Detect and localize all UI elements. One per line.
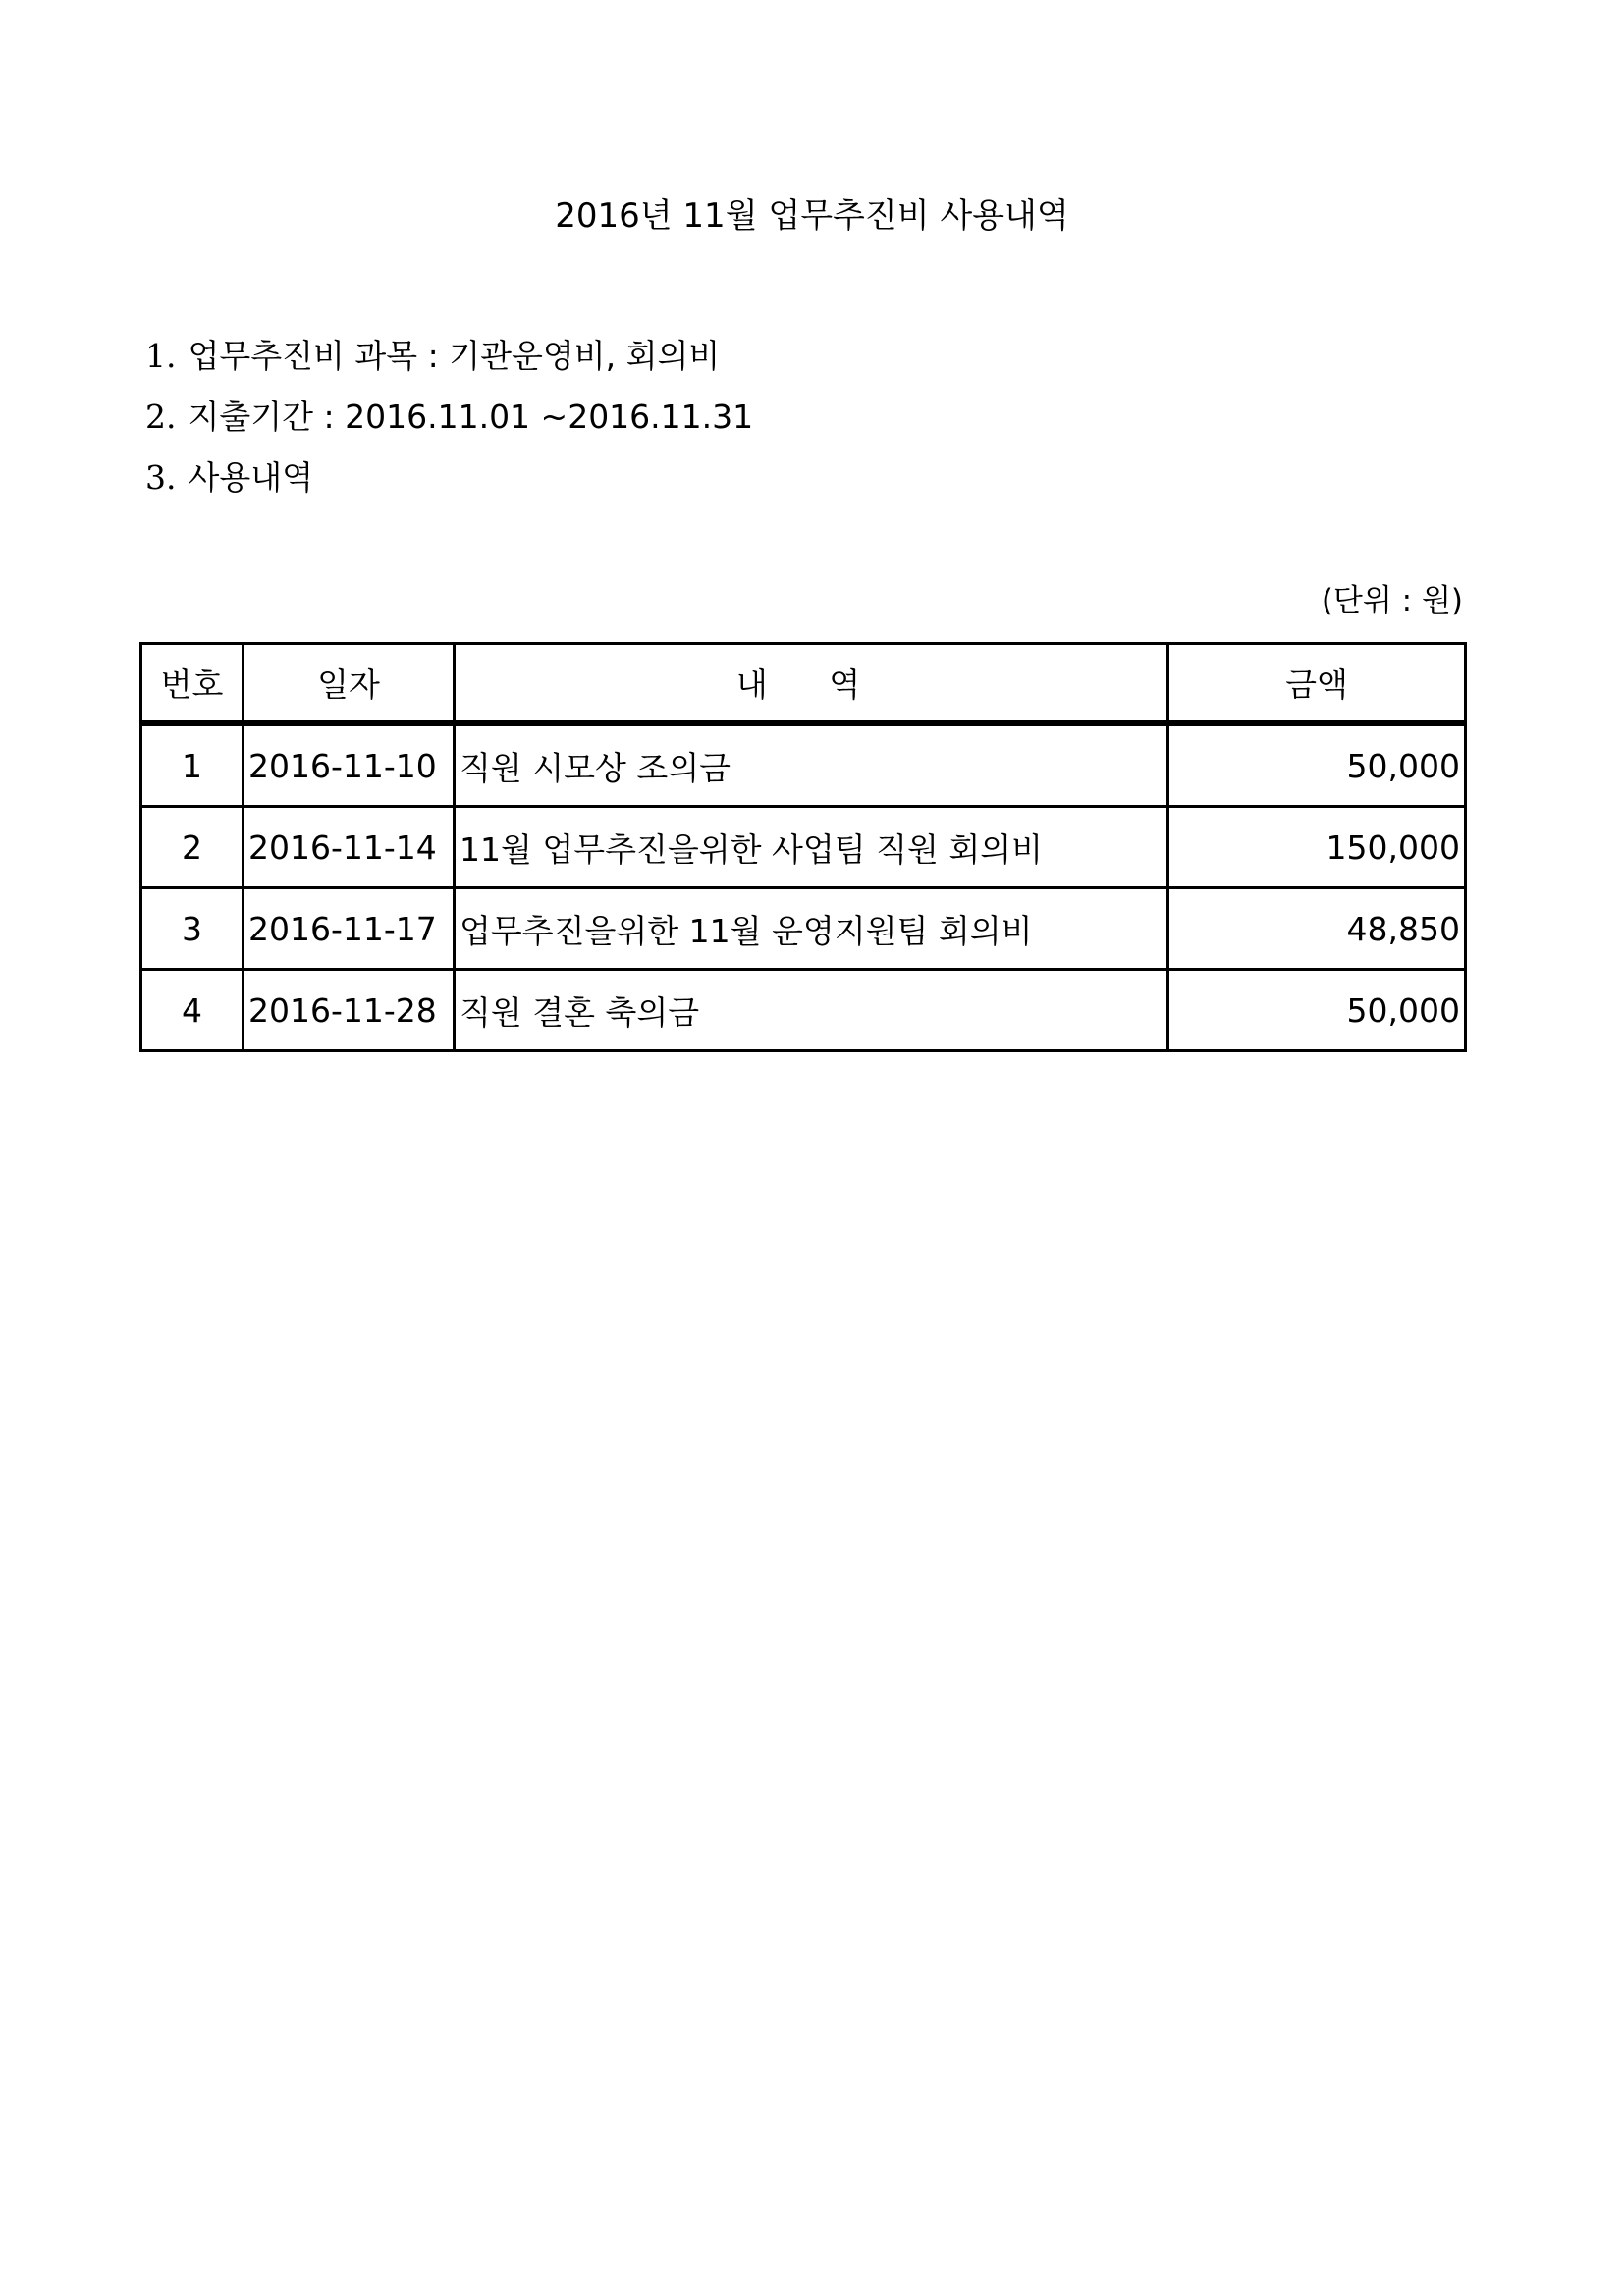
cell-amount: 150,000: [1168, 807, 1466, 888]
table-row: [141, 888, 1466, 970]
cell-amount: 50,000: [1168, 723, 1466, 807]
cell-desc: 직원 결혼 축의금: [455, 970, 1168, 1051]
cell-date: 2016-11-10: [244, 723, 455, 807]
cell-amount: 50,000: [1168, 970, 1466, 1051]
table-row: [141, 807, 1466, 888]
cell-desc: 업무추진을위한 11월 운영지원팀 회의비: [455, 888, 1168, 970]
info-item-number: 2.: [145, 398, 177, 436]
page-title: 2016년 11월 업무추진비 사용내역: [555, 196, 1069, 236]
header-no: 번호: [141, 644, 244, 723]
table-header-row: [141, 644, 1466, 723]
info-item-number: 3.: [145, 458, 177, 497]
cell-desc: 직원 시모상 조의금: [455, 723, 1168, 807]
info-item-usage: [145, 455, 1422, 501]
cell-no: 4: [141, 970, 244, 1051]
cell-no: 1: [141, 723, 244, 807]
cell-date: 2016-11-28: [244, 970, 455, 1051]
info-item-subject: [145, 334, 1422, 379]
unit-note: (단위 : 원): [1321, 583, 1463, 618]
table-row: [141, 723, 1466, 807]
header-date: 일자: [244, 644, 455, 723]
info-item-period: [145, 395, 1422, 440]
usage-table: [139, 642, 1467, 1052]
cell-desc: 11월 업무추진을위한 사업팀 직원 회의비: [455, 807, 1168, 888]
cell-date: 2016-11-17: [244, 888, 455, 970]
cell-no: 2: [141, 807, 244, 888]
cell-date: 2016-11-14: [244, 807, 455, 888]
info-item-text: 지출기간 : 2016.11.01 ~2016.11.31: [188, 398, 754, 436]
header-desc: 내 역: [455, 644, 1168, 723]
header-amount: 금액: [1168, 644, 1466, 723]
cell-amount: 48,850: [1168, 888, 1466, 970]
cell-no: 3: [141, 888, 244, 970]
info-item-text: 업무추진비 과목 : 기관운영비, 회의비: [188, 337, 721, 375]
info-item-text: 사용내역: [188, 458, 314, 497]
info-item-number: 1.: [145, 337, 177, 375]
table-row: [141, 970, 1466, 1051]
info-list: [145, 334, 1422, 516]
